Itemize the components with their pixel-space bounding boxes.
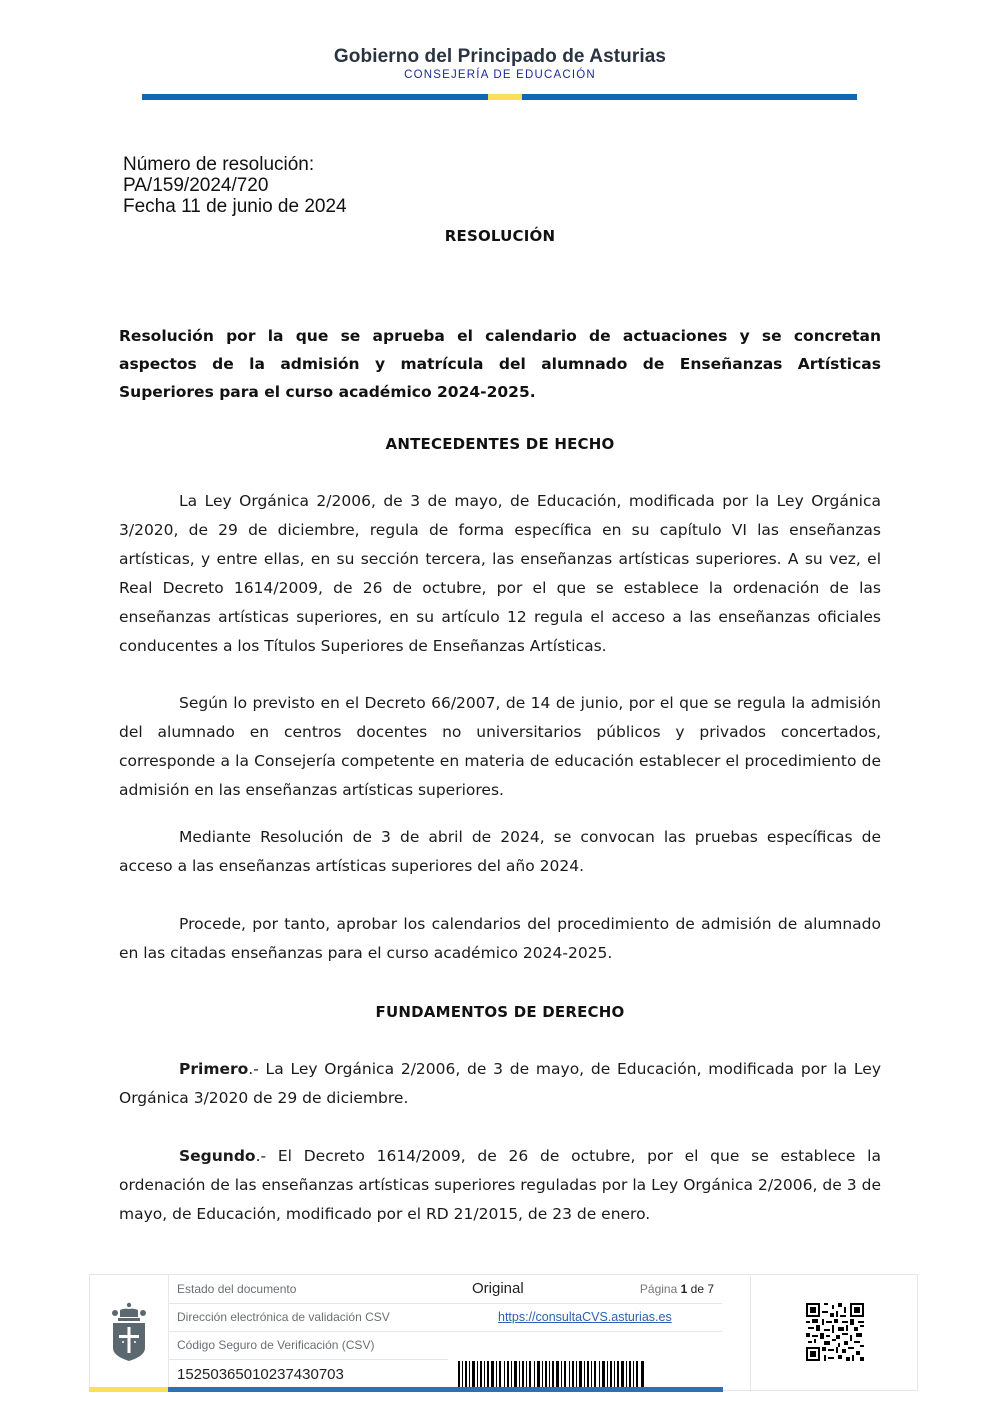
fundamento-primero: Primero.- La Ley Orgánica 2/2006, de 3 de mayo, de Educación, modificada por la Ley Orgánica 3/2020 de 29 de diciembre. xyxy=(119,1060,881,1107)
document-heading: RESOLUCIÓN xyxy=(444,227,556,245)
qr-code-icon xyxy=(806,1303,864,1361)
section-antecedentes-heading: ANTECEDENTES DE HECHO xyxy=(385,435,615,453)
resolution-number: PA/159/2024/720 xyxy=(123,175,269,196)
footer-blue-bar xyxy=(168,1387,723,1392)
footer-yellow-bar xyxy=(89,1387,168,1392)
csv-code: 15250365010237430703 xyxy=(177,1366,344,1383)
asturias-coat-of-arms-icon xyxy=(110,1302,148,1362)
footer-logo-cell xyxy=(90,1275,169,1390)
barcode-icon xyxy=(458,1361,644,1387)
csv-url-row: Dirección electrónica de validación CSV https://consultaCVS.asturias.es xyxy=(168,1303,722,1332)
fundamento-lead: Primero xyxy=(179,1060,249,1078)
status-value: Original xyxy=(472,1280,524,1297)
antecedentes-paragraph-1: La Ley Orgánica 2/2006, de 3 de mayo, de Educación, modificada por la Ley Orgánica 3/2020, de 29 de diciembre, regula de forma específica en su capítulo VI las enseñanzas artísticas, y entre ellas, en su sección tercera, las enseñanzas artísticas superiores. A su vez, el Real Decreto 1614/2009, de 26 de octubre, por el que se establece la ordenación de las enseñanzas artísticas superiores, en su artículo 12 regula el acceso a las enseñanzas oficiales conducentes a los Títulos Superiores de Enseñanzas Artísticas. xyxy=(119,492,881,655)
resolution-number-label: Número de resolución: xyxy=(123,154,315,175)
antecedentes-paragraph-2: Según lo previsto en el Decreto 66/2007, de 14 de junio, por el que se regula la admisión del alumnado en centros docentes no universitarios públicos y privados concertados, corresponde a la Consejería competente en materia de educación establecer el procedimiento de admisión en las enseñanzas artísticas superiores. xyxy=(119,694,881,799)
header-stripe xyxy=(142,94,857,100)
letterhead xyxy=(0,46,1000,81)
section-fundamentos-heading: FUNDAMENTOS DE DERECHO xyxy=(375,1003,625,1021)
status-row: Estado del documento Original Página 1 de 7 xyxy=(168,1275,722,1304)
csv-validation-link[interactable]: https://consultaCVS.asturias.es xyxy=(498,1310,672,1324)
page-indicator: Página 1 de 7 xyxy=(639,1282,714,1296)
document-title: Resolución por la que se aprueba el calendario de actuaciones y se concretan aspectos de la admisión y matrícula del alumnado de Enseñanzas Artísticas Superiores para el curso académico 2024-2025. xyxy=(119,327,881,401)
antecedentes-paragraph-3: Mediante Resolución de 3 de abril de 2024, se convocan las pruebas específicas de acceso a las enseñanzas artísticas superiores del año 2024. xyxy=(119,828,881,875)
antecedentes-paragraph-4: Procede, por tanto, aprobar los calendarios del procedimiento de admisión de alumnado en las citadas enseñanzas para el curso académico 2024-2025. xyxy=(119,915,881,962)
footer-qr-cell xyxy=(750,1275,919,1390)
footer-info-table xyxy=(168,1275,722,1390)
government-name: Gobierno del Principado de Asturias xyxy=(333,46,667,67)
csv-code-row: Código Seguro de Verificación (CSV) xyxy=(168,1331,448,1360)
department-name: CONSEJERÍA DE EDUCACIÓN xyxy=(404,69,596,81)
resolution-date: Fecha 11 de junio de 2024 xyxy=(123,196,347,217)
resolution-info xyxy=(123,154,347,217)
fundamento-lead: Segundo xyxy=(179,1147,256,1165)
fundamento-segundo: Segundo.- El Decreto 1614/2009, de 26 de octubre, por el que se establece la ordenación de las enseñanzas artísticas superiores reguladas por la Ley Orgánica 2/2006, de 3 de mayo, de Educación, modificado por el RD 21/2015, de 23 de enero. xyxy=(119,1147,881,1223)
header-stripe-gold xyxy=(488,94,522,100)
csv-footer xyxy=(89,1274,918,1391)
